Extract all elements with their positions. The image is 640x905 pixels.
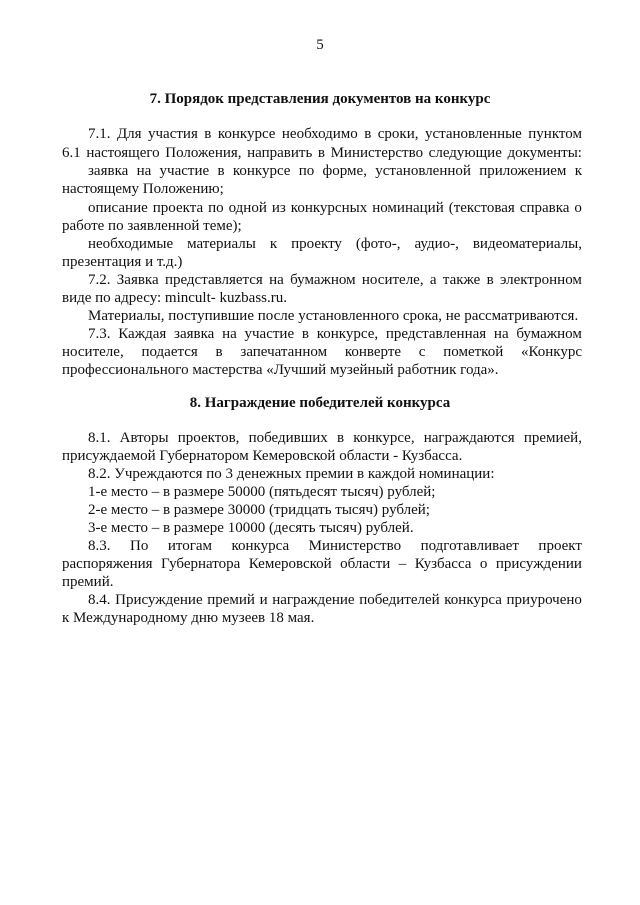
word: по — [208, 200, 224, 216]
word: награждаются — [423, 430, 515, 446]
word: представляется — [164, 272, 263, 288]
word: 8.4. — [88, 592, 111, 608]
word: Авторы — [119, 430, 169, 446]
word: – — [398, 556, 407, 572]
word: носителе, — [62, 344, 124, 360]
word: (текстовая — [448, 200, 515, 216]
word: пометкой — [443, 344, 504, 360]
section-8-line — [88, 429, 582, 447]
section-7-line: презентация и т.д.) — [62, 254, 183, 270]
word: участие — [244, 326, 295, 342]
word: необходимо — [281, 126, 358, 142]
page-number: 5 — [316, 37, 324, 53]
word: представленная — [385, 326, 487, 342]
word: 8.1. — [88, 430, 111, 446]
section-7-line — [88, 162, 582, 180]
section-7-line — [88, 125, 582, 143]
word: приложением — [479, 163, 567, 179]
section-7-line — [88, 235, 582, 253]
word: с — [418, 344, 426, 360]
word: Каждая — [118, 326, 167, 342]
section-7-line — [62, 144, 582, 162]
word: аудио-, — [414, 236, 459, 252]
word: заявка — [88, 163, 129, 179]
word: видеоматериалы, — [472, 236, 582, 252]
word: 7.2. — [88, 272, 111, 288]
word: бумажном — [516, 326, 582, 342]
word: в — [336, 430, 345, 446]
word: проекту — [291, 236, 342, 252]
word: приурочено — [506, 592, 582, 608]
word: установленные — [424, 126, 522, 142]
word: следующие — [428, 145, 502, 161]
section-7-line — [88, 271, 582, 289]
word: к — [269, 236, 278, 252]
section-8-line: к Международному дню музеев 18 мая. — [62, 610, 315, 626]
section-7-line — [88, 325, 582, 343]
word: и — [259, 592, 268, 608]
word: по — [298, 163, 315, 179]
word: одной — [228, 200, 267, 216]
word: проекта — [152, 200, 204, 216]
section-8-heading: 8. Награждение победителей конкурса — [189, 395, 451, 411]
word: области — [340, 556, 391, 572]
word: итогам — [167, 538, 212, 554]
word: о — [574, 200, 582, 216]
section-7-line: виде по адресу: mincult- kuzbass.ru. — [62, 290, 287, 306]
word: в — [217, 163, 225, 179]
section-8-line: премий. — [62, 574, 114, 590]
word: на — [493, 326, 509, 342]
word: материалы — [187, 236, 256, 252]
word: о — [479, 556, 488, 572]
section-8-line — [62, 555, 582, 573]
word: документы: — [507, 145, 582, 161]
word: конкурсе, — [353, 430, 415, 446]
word: победивших — [248, 430, 328, 446]
word: на — [269, 272, 284, 288]
word: из — [271, 200, 286, 216]
word: Для — [116, 126, 142, 142]
word: описание — [88, 200, 148, 216]
word: распоряжения — [62, 556, 153, 572]
section-8-line — [88, 537, 582, 555]
section-8-line — [88, 591, 582, 609]
word: форме, — [322, 163, 367, 179]
section-7-line — [88, 199, 582, 217]
word: запечатанном — [240, 344, 328, 360]
section-7-heading: 7. Порядок представления документов на конкурс — [149, 91, 491, 107]
word: настоящего — [86, 145, 160, 161]
word: конкурса — [231, 538, 290, 554]
word: направить — [247, 145, 313, 161]
word: конкурса — [444, 592, 502, 608]
word: заявка — [174, 326, 215, 342]
word: Заявка — [116, 272, 159, 288]
section-8-line: 3-е место – в размере 10000 (десять тысяч) рублей. — [88, 520, 414, 536]
word: в — [215, 344, 223, 360]
word: конверте — [344, 344, 402, 360]
section-8-line: 2-е место – в размере 30000 (тридцать тысяч) рублей; — [88, 502, 430, 518]
word: Присуждение — [115, 592, 203, 608]
word: а — [429, 272, 437, 288]
section-7-line — [62, 343, 582, 361]
word: электронном — [500, 272, 582, 288]
word: носителе, — [361, 272, 424, 288]
section-8-line: 8.2. Учреждаются по 3 денежных премии в каждой номинации: — [88, 466, 495, 482]
word: 8.3. — [88, 538, 111, 554]
word: к — [574, 163, 582, 179]
word: проект — [538, 538, 582, 554]
word: участие — [159, 163, 210, 179]
word: конкурсе — [217, 126, 276, 142]
word: пунктом — [528, 126, 582, 142]
word: сроки, — [377, 126, 419, 142]
word: в — [486, 272, 494, 288]
word: необходимые — [88, 236, 174, 252]
word: премией, — [523, 430, 582, 446]
word: конкурсных — [290, 200, 368, 216]
word: Кузбасса — [414, 556, 472, 572]
word: в — [317, 145, 325, 161]
word: 7.1. — [88, 126, 111, 142]
word: 7.3. — [88, 326, 111, 342]
section-7-line: Материалы, поступившие после установленного срока, не рассматриваются. — [88, 308, 579, 324]
section-7-line: профессионального мастерства «Лучший музейный работник года». — [62, 362, 499, 378]
section-8-line: присуждаемой Губернатором Кемеровской области - Кузбасса. — [62, 448, 463, 464]
word: (фото-, — [355, 236, 401, 252]
word: Министерство — [308, 538, 402, 554]
section-7-line: работе по заявленной теме); — [62, 218, 242, 234]
word: справка — [519, 200, 570, 216]
word: 6.1 — [62, 145, 81, 161]
word: По — [129, 538, 149, 554]
word: присуждении — [495, 556, 582, 572]
word: «Конкурс — [520, 344, 582, 360]
word: также — [442, 272, 481, 288]
word: Министерство — [330, 145, 424, 161]
word: конкурсе — [232, 163, 291, 179]
word: подается — [141, 344, 198, 360]
word: в — [301, 326, 309, 342]
word: на — [222, 326, 237, 342]
word: Губернатора — [160, 556, 241, 572]
section-7-line: настоящему Положению; — [62, 181, 224, 197]
word: проектов, — [177, 430, 240, 446]
word: участия — [148, 126, 198, 142]
word: победителей — [359, 592, 440, 608]
word: установленной — [375, 163, 471, 179]
word: номинаций — [372, 200, 444, 216]
section-8-line: 1-е место – в размере 50000 (пятьдесят тысяч) рублей; — [88, 484, 436, 500]
word: Кемеровской — [248, 556, 332, 572]
word: подготавливает — [420, 538, 519, 554]
word: бумажном — [290, 272, 356, 288]
word: в — [204, 126, 212, 142]
word: награждение — [272, 592, 355, 608]
word: премий — [207, 592, 255, 608]
word: на — [136, 163, 152, 179]
word: конкурсе, — [316, 326, 379, 342]
word: Положения, — [165, 145, 242, 161]
word: в — [364, 126, 372, 142]
